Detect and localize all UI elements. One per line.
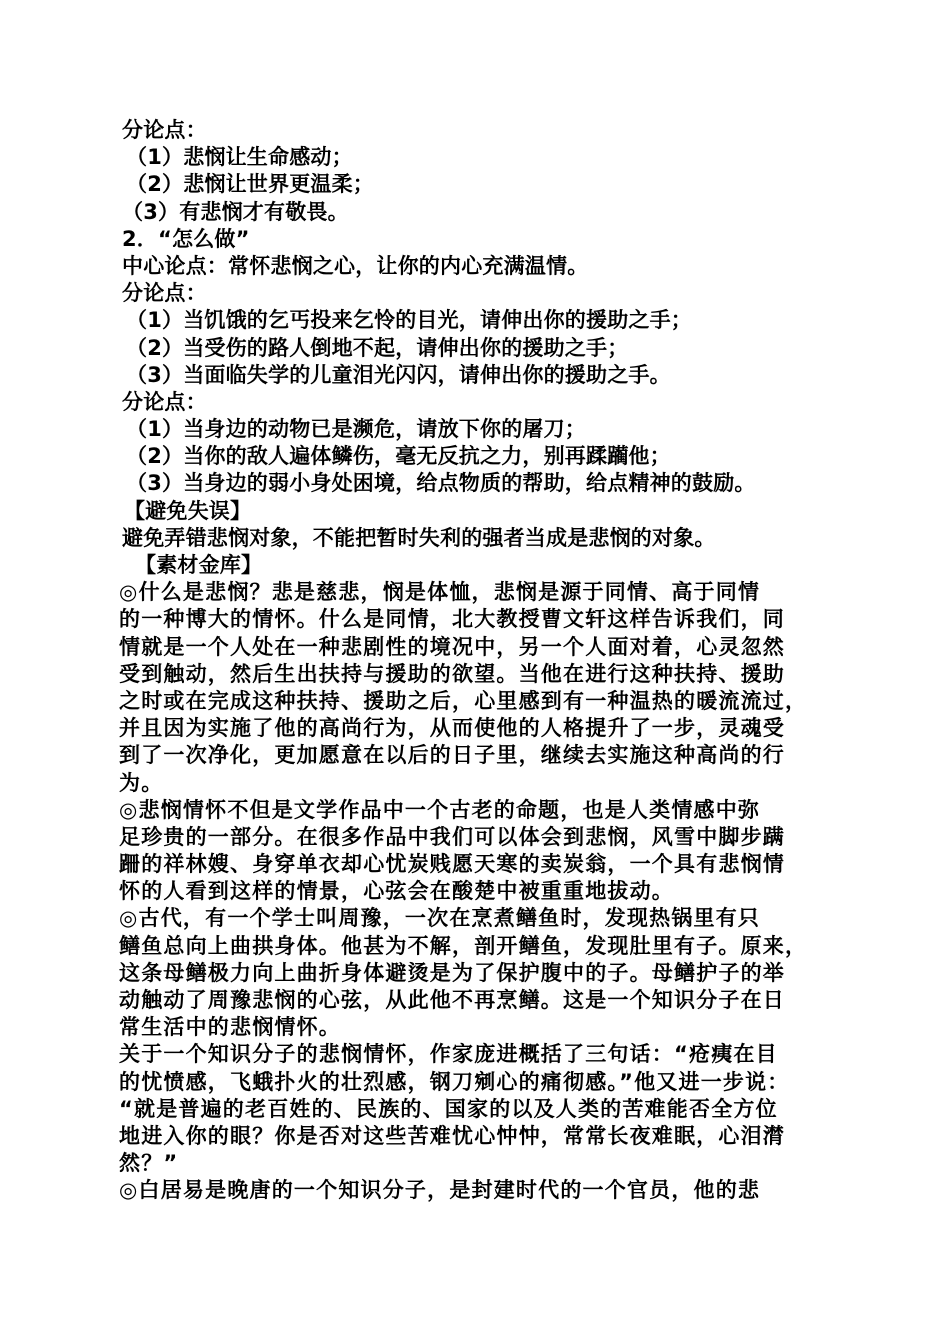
subpoint-heading: 分论点： <box>122 118 207 142</box>
paragraph-line: ◎白居易是晚唐的一个知识分子，是封建时代的一个官员，他的悲 <box>119 1178 761 1203</box>
central-thesis: 中心论点：常怀悲悯之心，让你的内心充满温情。 <box>122 253 589 278</box>
paragraph-line: 这条母鳝极力向上曲折身体避烫是为了保护腹中的子。母鳝护子的举 <box>119 960 785 985</box>
paragraph <box>115 1177 850 1204</box>
paragraph-line: 跚的祥林嫂、身穿单衣却心忧炭贱愿天寒的卖炭翁，一个具有悲悯情 <box>119 852 785 877</box>
paragraph-line: 为。 <box>119 770 164 795</box>
paragraph-line: 情就是一个人处在一种悲剧性的境况中，另一个人面对着，心灵忽然 <box>119 634 785 659</box>
subpoint-item: （2）当受伤的路人倒地不起，请伸出你的援助之手； <box>126 335 629 360</box>
paragraph-line: 到了一次净化，更加愿意在以后的日子里，继续去实施这种高尚的行 <box>119 743 785 768</box>
subpoint-item: （1）悲悯让生命感动； <box>126 145 353 170</box>
paragraph-line: ◎悲悯情怀不但是文学作品中一个古老的命题，也是人类情感中弥 <box>119 797 761 822</box>
paragraph-line: 鳝鱼总向上曲拱身体。他甚为不解，剖开鳝鱼，发现肚里有子。原来， <box>119 933 808 958</box>
subpoint-item: （3）当面临失学的儿童泪光闪闪，请伸出你的援助之手。 <box>126 362 671 387</box>
subpoint-item: （2）当你的敌人遍体鳞伤，毫无反抗之力，别再蹂躏他； <box>126 444 671 469</box>
paragraph <box>115 905 850 1041</box>
subpoint-item: （3）有悲悯才有敬畏。 <box>122 199 349 224</box>
paragraph-line: 足珍贵的一部分。在很多作品中我们可以体会到悲悯，风雪中脚步蹒 <box>119 824 785 849</box>
paragraph <box>115 797 850 906</box>
paragraph <box>115 579 850 797</box>
paragraph-line: “就是普遍的老百姓的、民族的、国家的以及人类的苦难能否全方位 <box>119 1096 778 1121</box>
paragraph-line: 关于一个知识分子的悲悯情怀，作家庞进概括了三句话：“疮痍在目 <box>119 1042 778 1067</box>
section-heading: 【素材金库】 <box>135 553 263 577</box>
paragraph-line: 之时或在完成这种扶持、援助之后，心里感到有一种温热的暖流流过， <box>119 688 808 713</box>
subpoint-heading: 分论点： <box>122 281 207 306</box>
paragraph-line: 并且因为实施了他的高尚行为，从而使他的人格提升了一步，灵魂受 <box>119 716 785 741</box>
body-text: 避免弄错悲悯对象，不能把暂时失利的强者当成是悲悯的对象。 <box>122 525 716 550</box>
paragraph-line: 怀的人看到这样的情景，心弦会在酸楚中被重重地拔动。 <box>119 879 674 904</box>
subpoint-item: （2）悲悯让世界更温柔； <box>126 172 375 197</box>
subpoint-item: （1）当饥饿的乞丐投来乞怜的目光，请伸出你的援助之手； <box>126 308 693 333</box>
paragraph-line: 常生活中的悲悯情怀。 <box>119 1015 341 1040</box>
paragraph-line: 的一种博大的情怀。什么是同情，北大教授曹文轩这样告诉我们，同 <box>119 607 785 632</box>
paragraph-line: 然？” <box>119 1151 179 1176</box>
subpoint-item: （1）当身边的动物已是濒危，请放下你的屠刀； <box>126 417 587 442</box>
paragraph-line: ◎古代，有一个学士叫周豫，一次在烹煮鳝鱼时，发现热锅里有只 <box>119 906 761 931</box>
subpoint-heading: 分论点： <box>122 389 207 414</box>
paragraph-line: 地进入你的眼？你是否对这些苦难忧心忡忡，常常长夜难眠，心泪潸 <box>119 1123 785 1148</box>
paragraph <box>115 1041 850 1177</box>
paragraph-line: ◎什么是悲悯？悲是慈悲，悯是体恤，悲悯是源于同情、高于同情 <box>119 580 761 605</box>
section-heading: 2．“怎么做” <box>122 226 250 251</box>
subpoint-item: （3）当身边的弱小身处困境，给点物质的帮助，给点精神的鼓励。 <box>126 471 756 496</box>
paragraph-line: 的忧愤感，飞蛾扑火的壮烈感，钢刀剜心的痛彻感。”他又进一步说： <box>119 1069 790 1094</box>
paragraph-line: 受到触动，然后生出扶持与援助的欲望。当他在进行这种扶持、援助 <box>119 661 785 686</box>
paragraph-line: 动触动了周豫悲悯的心弦，从此他不再烹鳝。这是一个知识分子在日 <box>119 988 785 1012</box>
document-body <box>115 117 850 1205</box>
section-heading: 【避免失误】 <box>124 498 252 523</box>
